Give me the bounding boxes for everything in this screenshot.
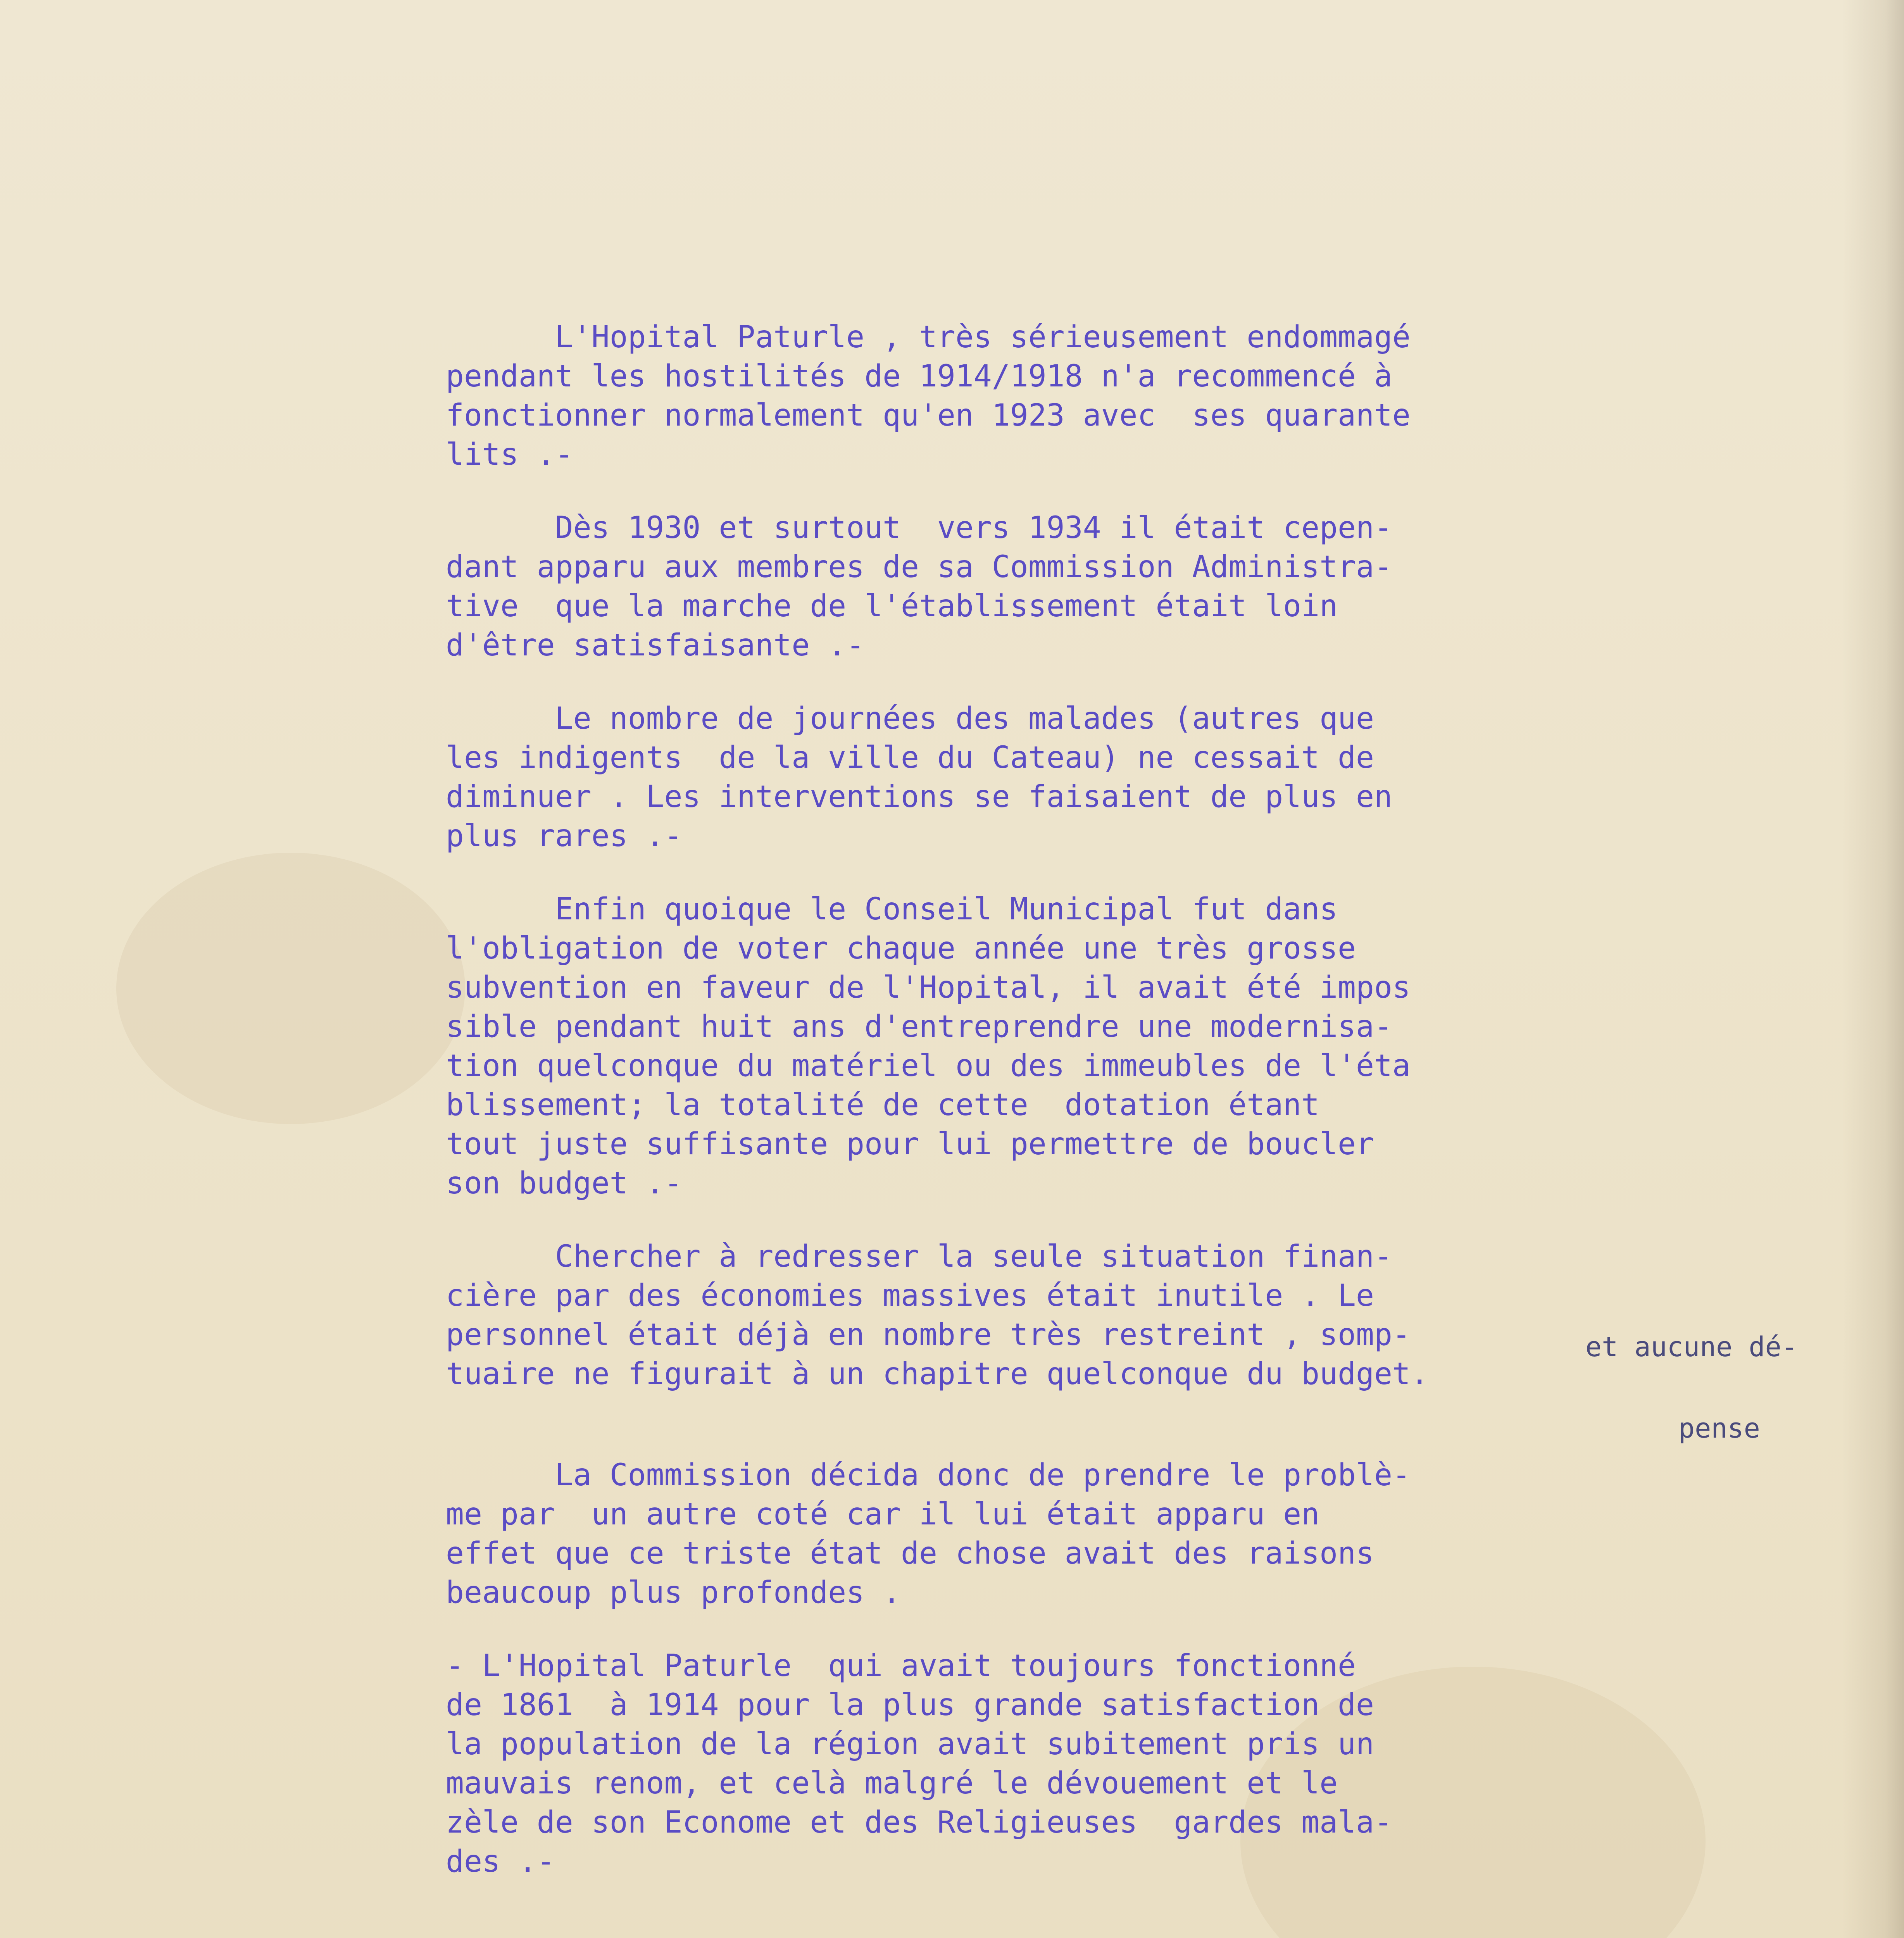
text-line: me par un autre coté car il lui était apparu en [446, 1497, 1320, 1532]
text-line: Enfin quoique le Conseil Municipal fut dans [446, 892, 1338, 927]
text-line: Dès 1930 et surtout vers 1934 il était cepen- [446, 510, 1392, 545]
text-line: tion quelconque du matériel ou des immeubles de l'éta [446, 1048, 1411, 1083]
paper-edge-shadow [1842, 0, 1904, 1938]
text-line: - L'Hopital Paturle qui avait toujours fonctionné [446, 1648, 1356, 1683]
text-line: de 1861 à 1914 pour la plus grande satisfaction de [446, 1688, 1374, 1722]
paper-stain [116, 853, 465, 1124]
text-line: zèle de son Econome et des Religieuses gardes mala- [446, 1805, 1392, 1840]
text-line: son budget .- [446, 1166, 683, 1201]
paragraph-5 [446, 1237, 1725, 1394]
text-line: les indigents de la ville du Cateau) ne cessait de [446, 740, 1374, 775]
text-line: la population de la région avait subitement pris un [446, 1727, 1374, 1762]
text-line: fonctionner normalement qu'en 1923 avec ses quarante [446, 398, 1411, 433]
text-line: mauvais renom, et celà malgré le dévouement et le [446, 1766, 1338, 1801]
paragraph-1 [446, 318, 1725, 474]
text-line: Le nombre de journées des malades (autres que [446, 701, 1374, 736]
margin-annotation [1585, 1279, 1798, 1496]
text-line: plus rares .- [446, 819, 683, 853]
text-line: des .- [446, 1844, 555, 1879]
text-line: Chercher à redresser la seule situation finan- [446, 1239, 1392, 1274]
annotation-line: pense [1678, 1412, 1760, 1444]
annotation-line: et aucune dé- [1585, 1331, 1798, 1363]
text-line: diminuer . Les interventions se faisaient de plus en [446, 779, 1392, 814]
paragraph-2 [446, 509, 1725, 665]
text-line: beaucoup plus profondes . [446, 1575, 901, 1610]
typewritten-text [446, 318, 1725, 1938]
text-line: cière par des économies massives était inutile . Le [446, 1278, 1374, 1313]
text-line: lits .- [446, 437, 573, 472]
text-line: d'être satisfaisante .- [446, 628, 865, 663]
text-line: pendant les hostilités de 1914/1918 n'a recommencé à [446, 359, 1392, 394]
paragraph-7 [446, 1647, 1725, 1881]
text-line: tout juste suffisante pour lui permettre de boucler [446, 1127, 1374, 1162]
paragraph-3 [446, 699, 1725, 856]
text-line: tive que la marche de l'établissement était loin [446, 589, 1338, 624]
text-line: l'obligation de voter chaque année une très grosse [446, 931, 1356, 966]
text-line: sible pendant huit ans d'entreprendre une modernisa- [446, 1009, 1392, 1044]
text-line: effet que ce triste état de chose avait des raisons [446, 1536, 1374, 1571]
text-line: tuaire ne figurait à un chapitre quelconque du budget. [446, 1357, 1429, 1391]
paragraph-4 [446, 890, 1725, 1203]
text-line: subvention en faveur de l'Hopital, il avait été impos [446, 970, 1411, 1005]
text-line: dant apparu aux membres de sa Commission Administra- [446, 550, 1392, 585]
text-line: blissement; la totalité de cette dotation étant [446, 1088, 1320, 1122]
text-line: personnel était déjà en nombre très restreint , somp- [446, 1317, 1411, 1352]
text-line: L'Hopital Paturle , très sérieusement endommagé [446, 320, 1411, 355]
paragraph-6 [446, 1456, 1725, 1612]
text-line: La Commission décida donc de prendre le problè- [446, 1458, 1411, 1493]
